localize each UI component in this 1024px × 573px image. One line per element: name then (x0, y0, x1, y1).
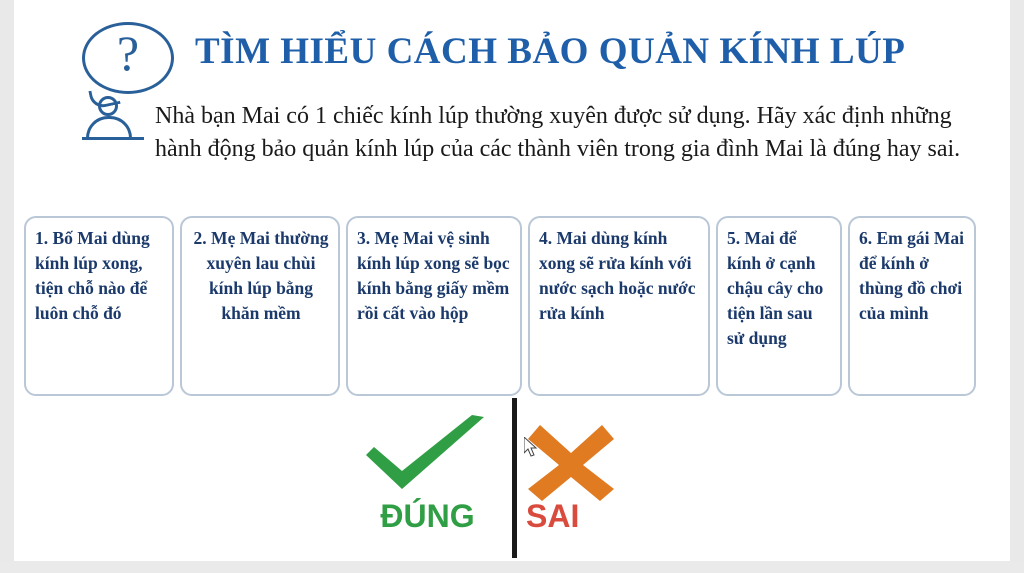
mouse-cursor (524, 437, 538, 457)
slide-left-border (0, 0, 14, 573)
answer-divider (512, 398, 517, 558)
label-correct: ĐÚNG (380, 498, 475, 534)
cross-icon[interactable] (528, 425, 614, 501)
page-title: TÌM HIỂU CÁCH BẢO QUẢN KÍNH LÚP (195, 31, 906, 72)
slide-bottom-border (0, 561, 1024, 573)
statement-card-3[interactable]: 3. Mẹ Mai vệ sinh kính lúp xong sẽ bọc kính bằng giấy mềm rồi cất vào hộp (346, 216, 522, 396)
statement-card-4[interactable]: 4. Mai dùng kính xong sẽ rửa kính với nước sạch hoặc nước rửa kính (528, 216, 710, 396)
statement-card-2[interactable]: 2. Mẹ Mai thường xuyên lau chùi kính lúp bằng khăn mềm (180, 216, 340, 396)
person-head-shape (98, 96, 118, 116)
statement-card-5[interactable]: 5. Mai để kính ở cạnh chậu cây cho tiện lần sau sử dụng (716, 216, 842, 396)
question-mark-glyph: ? (116, 25, 140, 81)
person-icon (82, 96, 158, 142)
statement-card-list (24, 216, 1014, 396)
slide-header (40, 14, 1000, 109)
person-body-shape (86, 116, 132, 138)
intro-paragraph: Nhà bạn Mai có 1 chiếc kính lúp thường xuyên được sử dụng. Hãy xác định những hành động bảo quản kính lúp của các thành viên trong gia đình Mai là đúng hay sai. (155, 103, 961, 162)
statement-card-1[interactable]: 1. Bố Mai dùng kính lúp xong, tiện chỗ nào để luôn chỗ đó (24, 216, 174, 396)
statement-card-6[interactable]: 6. Em gái Mai để kính ở thùng đồ chơi của mình (848, 216, 976, 396)
person-base-line (82, 137, 144, 140)
question-bubble-icon (82, 22, 178, 100)
checkmark-icon[interactable] (360, 415, 490, 495)
label-wrong: SAI (526, 498, 580, 534)
